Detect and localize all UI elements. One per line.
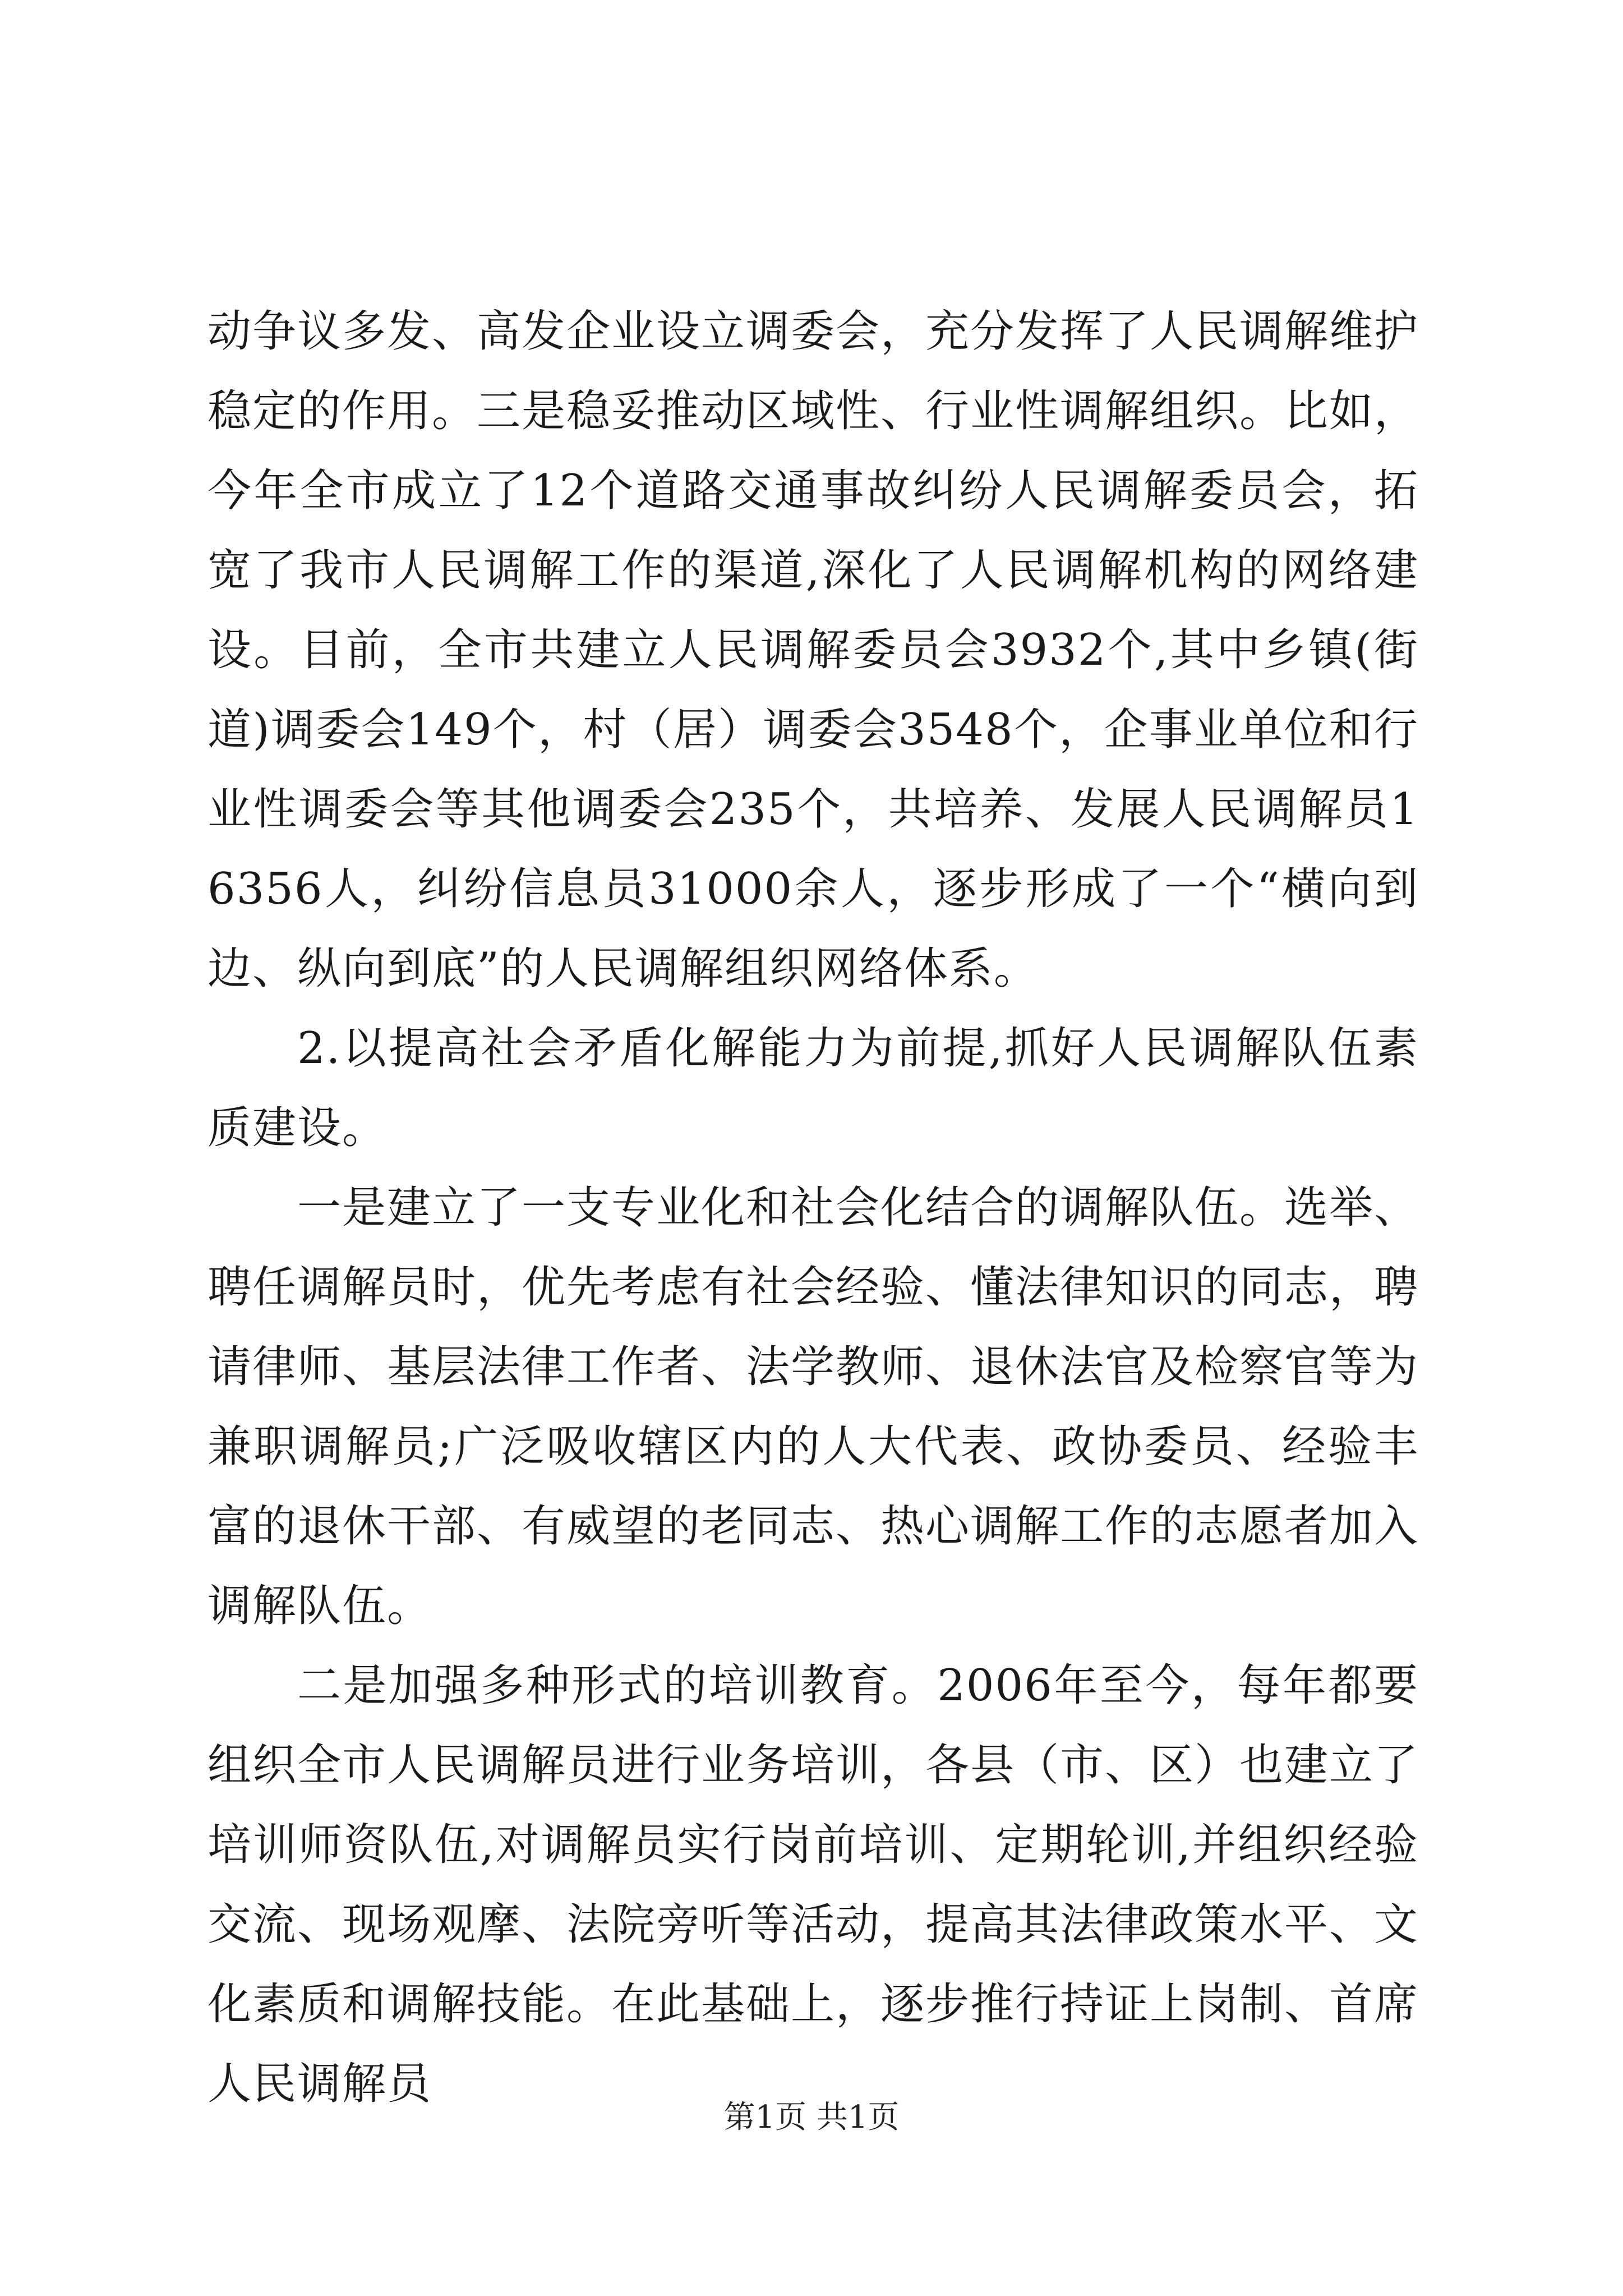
paragraph-2: 2.以提高社会矛盾化解能力为前提,抓好人民调解队伍素质建设。: [208, 1023, 1419, 1153]
paragraph-3: 一是建立了一支专业化和社会化结合的调解队伍。选举、聘任调解员时，优先考虑有社会经验、懂法律知识的同志，聘请律师、基层法律工作者、法学教师、退休法官及检察官等为兼职调解员;广泛吸收辖区内的人大代表、政协委员、经验丰富的退休干部、有威望的老同志、热心调解工作的志愿者加入调解队伍。: [208, 1182, 1419, 1631]
paragraph-1: 动争议多发、高发企业设立调委会，充分发挥了人民调解维护稳定的作用。三是稳妥推动区域性、行业性调解组织。比如，今年全市成立了12个道路交通事故纠纷人民调解委员会，拓宽了我市人民调解工作的渠道,深化了人民调解机构的网络建设。目前，全市共建立人民调解委员会3932个,其中乡镇(街道)调委会149个，村（居）调委会3548个，企事业单位和行业性调委会等其他调委会235个，共培养、发展人民调解员16356人，纠纷信息员31000余人，逐步形成了一个“横向到边、纵向到底”的人民调解组织网络体系。: [208, 306, 1419, 994]
page-footer: 第1页 共1页: [723, 2099, 900, 2136]
document-body: [208, 292, 1419, 2124]
paragraph-4: 二是加强多种形式的培训教育。2006年至今，每年都要组织全市人民调解员进行业务培训，各县（市、区）也建立了培训师资队伍,对调解员实行岗前培训、定期轮训,并组织经验交流、现场观摩、法院旁听等活动，提高其法律政策水平、文化素质和调解技能。在此基础上，逐步推行持证上岗制、首席人民调解员: [208, 1660, 1419, 2109]
